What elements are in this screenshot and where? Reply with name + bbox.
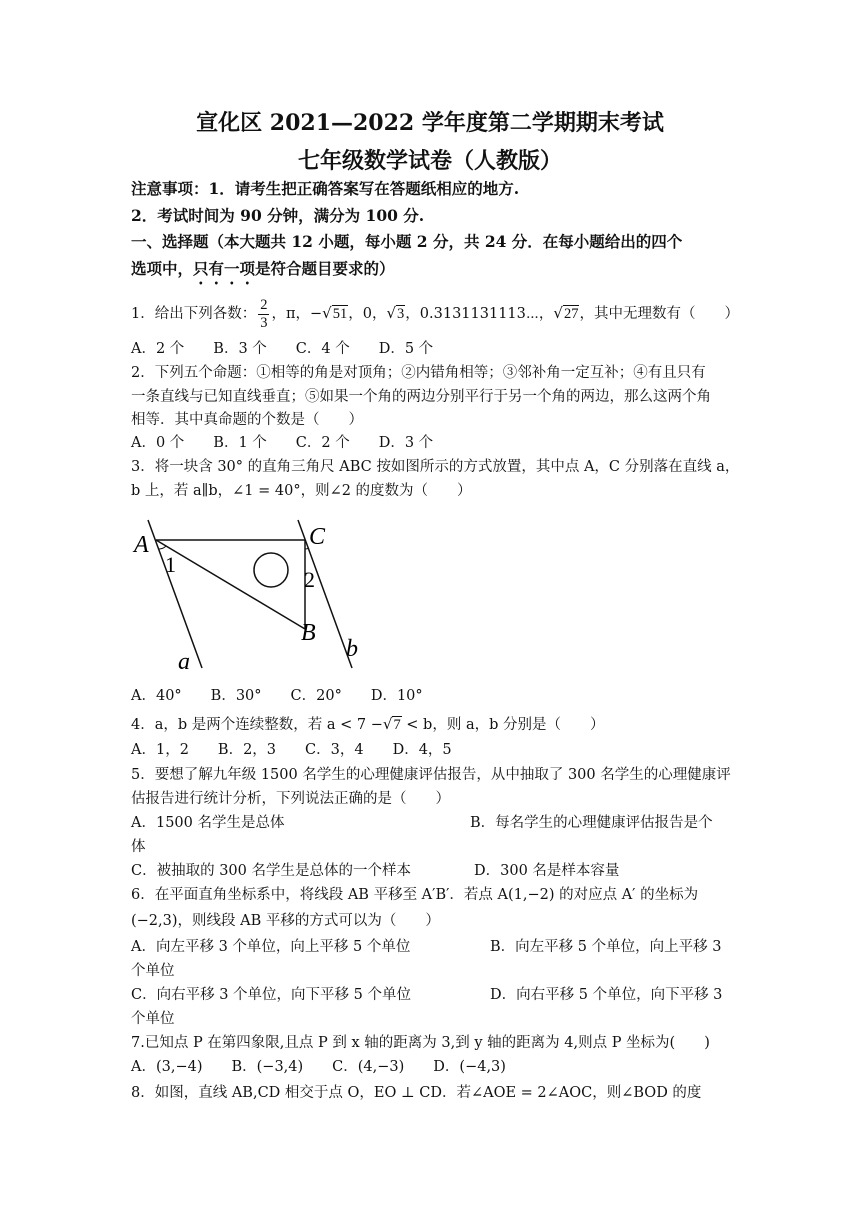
label-C: C [309, 524, 326, 550]
section-heading-part: 选项中， [131, 259, 194, 278]
q3-line2: b 上，若 a∥b，∠1 = 40°，则∠2 的度数为（ ） [131, 483, 472, 499]
q3-line1: 3．将一块含 30° 的直角三角尺 ABC 按如图所示的方式放置，其中点 A，C 分别落在直线 a， [131, 459, 740, 475]
note-2: 2．考试时间为 90 分钟，满分为 100 分. [131, 206, 425, 225]
fraction-denominator: 3 [260, 314, 268, 331]
q4-text: < b，则 a，b 分别是（ ） [401, 717, 605, 733]
q5-line2: 估报告进行统计分析，下列说法正确的是（ ） [131, 791, 450, 807]
q7-line1: 7.已知点 P 在第四象限,且点 P 到 x 轴的距离为 3,到 y 轴的距离为 4,则点 P 坐标为( ) [131, 1035, 710, 1051]
radical-icon: √ [553, 304, 563, 322]
exam-subtitle: 七年级数学试卷（人教版） [297, 148, 562, 174]
triangle-side-ab [156, 540, 305, 629]
q2-line2: 一条直线与已知直线垂直；⑤如果一个角的两边分别平行于另一个角的两边，那么这两个角 [131, 389, 711, 405]
triangle-hole [254, 553, 288, 587]
q2-line1: 2．下列五个命题：①相等的角是对顶角；②内错角相等；③邻补角一定互补；④有且只有 [131, 365, 706, 381]
q1-text: ，π，− [271, 306, 323, 322]
q5-option-a: A．1500 名学生是总体 [131, 815, 285, 831]
q6-option-d: D．向右平移 5 个单位，向下平移 3 [490, 987, 723, 1003]
radical-icon: √ [322, 304, 332, 322]
label-B: B [301, 620, 316, 646]
q2-options: A．0 个 B．1 个 C．2 个 D．3 个 [131, 435, 434, 451]
label-A: A [134, 532, 149, 558]
radicand: 3 [397, 306, 405, 322]
q1-suffix: ，其中无理数有（ ） [579, 306, 739, 322]
question-1 [131, 296, 739, 332]
fraction [258, 297, 269, 332]
label-2: 2 [304, 567, 315, 592]
q4-options: A．1，2 B．2，3 C．3，4 D．4，5 [131, 742, 452, 758]
q6-line2: (−2,3)，则线段 AB 平移的方式可以为（ ） [131, 913, 440, 929]
q5-option-c: C．被抽取的 300 名学生是总体的一个样本 [131, 863, 411, 879]
label-b: b [346, 636, 358, 662]
radicand: 7 [393, 717, 401, 733]
section-heading-line1: 一、选择题（本大题共 12 小题，每小题 2 分，共 24 分．在每小题给出的四个 [131, 232, 683, 251]
radicand: 51 [332, 306, 348, 322]
q2-line3: 相等．其中真命题的个数是（ ） [131, 412, 363, 428]
q4-line1 [131, 713, 604, 736]
q6-option-a: A．向左平移 3 个单位，向上平移 5 个单位 [131, 939, 411, 955]
q6-option-c: C．向右平移 3 个单位，向下平移 5 个单位 [131, 987, 411, 1003]
triangle-figure [126, 516, 376, 676]
section-heading-line2 [131, 258, 395, 288]
section-heading-part: 是符合题目要求的） [255, 259, 395, 278]
q5-option-d: D．300 名是样本容量 [474, 863, 620, 879]
note-1: 注意事项：1．请考生把正确答案写在答题纸相应的地方. [131, 179, 520, 198]
q6-option-d-cont: 个单位 [131, 1011, 175, 1027]
q1-prefix: 1．给出下列各数： [131, 306, 257, 322]
q1-options: A．2 个 B．3 个 C．4 个 D．5 个 [131, 341, 434, 357]
line-a [148, 520, 202, 668]
q3-options: A．40° B．30° C．20° D．10° [131, 688, 423, 704]
q6-line1: 6．在平面直角坐标系中，将线段 AB 平移至 A′B′．若点 A(1,−2) 的对应点 A′ 的坐标为 [131, 887, 699, 903]
exam-title: 宣化区 2021—2022 学年度第二学期期末考试 [196, 110, 664, 136]
emphasis-text: 只有一项 [193, 259, 256, 278]
radical-icon: √ [386, 304, 397, 322]
q6-option-b-cont: 个单位 [131, 963, 175, 979]
radicand: 27 [563, 306, 579, 322]
radical-icon: √ [382, 715, 393, 733]
q7-options: A．(3,−4) B．(−3,4) C．(4,−3) D．(−4,3) [131, 1059, 506, 1075]
label-a: a [178, 649, 190, 675]
fraction-numerator: 2 [260, 296, 268, 313]
q5-line1: 5．要想了解九年级 1500 名学生的心理健康评估报告，从中抽取了 300 名学生的心理健康评 [131, 767, 731, 783]
label-1: 1 [165, 552, 176, 577]
q1-text: ，0， [348, 306, 387, 322]
angle-1-arc [159, 546, 166, 549]
q6-option-b: B．向左平移 5 个单位，向上平移 3 [490, 939, 722, 955]
q4-text: 4．a，b 是两个连续整数，若 a < 7 − [131, 717, 383, 733]
q5-option-b-cont: 体 [131, 839, 146, 855]
q1-text: ，0.3131131113⋯， [405, 306, 554, 322]
q8-line1: 8．如图，直线 AB,CD 相交于点 O，EO ⊥ CD．若∠AOE = 2∠AOC，则∠BOD 的度 [131, 1085, 702, 1101]
q5-option-b: B．每名学生的心理健康评估报告是个 [470, 815, 713, 831]
